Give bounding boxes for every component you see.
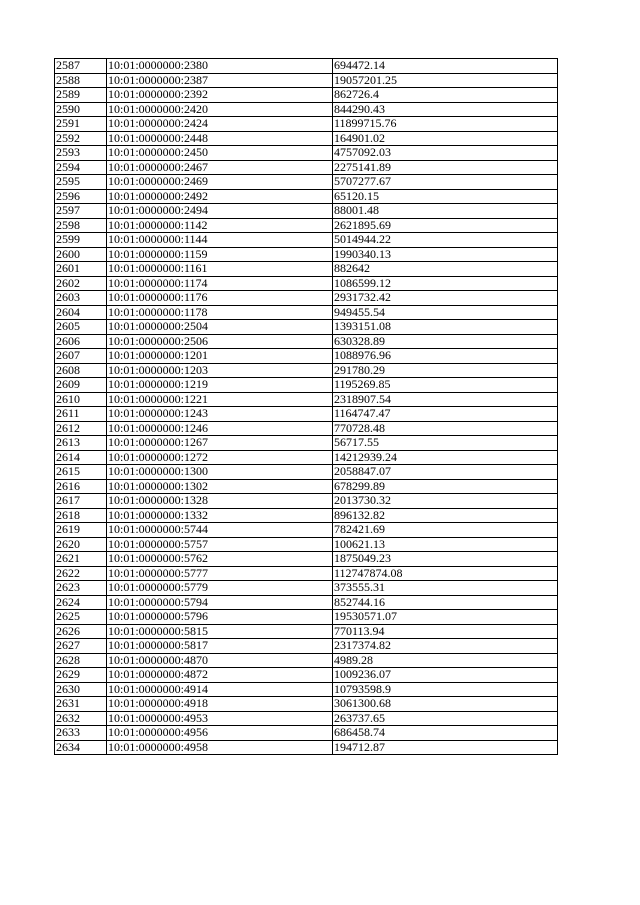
table-row <box>55 117 558 132</box>
table-row <box>55 88 558 103</box>
table-row <box>55 653 558 668</box>
row-number-cell: 2620 <box>55 537 107 552</box>
table-row <box>55 59 558 74</box>
table-row <box>55 291 558 306</box>
cadastral-number-cell: 10:01:0000000:5794 <box>107 595 333 610</box>
table-row <box>55 276 558 291</box>
value-cell: 770728.48 <box>333 421 558 436</box>
value-cell: 882642 <box>333 262 558 277</box>
value-cell: 164901.02 <box>333 131 558 146</box>
cadastral-number-cell: 10:01:0000000:1178 <box>107 305 333 320</box>
table-row <box>55 711 558 726</box>
value-cell: 1393151.08 <box>333 320 558 335</box>
row-number-cell: 2588 <box>55 73 107 88</box>
row-number-cell: 2604 <box>55 305 107 320</box>
row-number-cell: 2587 <box>55 59 107 74</box>
value-cell: 844290.43 <box>333 102 558 117</box>
table-row <box>55 566 558 581</box>
row-number-cell: 2599 <box>55 233 107 248</box>
cadastral-number-cell: 10:01:0000000:2492 <box>107 189 333 204</box>
cadastral-number-cell: 10:01:0000000:2380 <box>107 59 333 74</box>
row-number-cell: 2614 <box>55 450 107 465</box>
value-cell: 11899715.76 <box>333 117 558 132</box>
value-cell: 373555.31 <box>333 581 558 596</box>
cadastral-number-cell: 10:01:0000000:1221 <box>107 392 333 407</box>
row-number-cell: 2602 <box>55 276 107 291</box>
value-cell: 19530571.07 <box>333 610 558 625</box>
cadastral-number-cell: 10:01:0000000:1201 <box>107 349 333 364</box>
cadastral-number-cell: 10:01:0000000:4956 <box>107 726 333 741</box>
cadastral-number-cell: 10:01:0000000:4953 <box>107 711 333 726</box>
table-row <box>55 146 558 161</box>
row-number-cell: 2603 <box>55 291 107 306</box>
cadastral-number-cell: 10:01:0000000:5796 <box>107 610 333 625</box>
cadastral-number-cell: 10:01:0000000:2467 <box>107 160 333 175</box>
value-cell: 263737.65 <box>333 711 558 726</box>
row-number-cell: 2612 <box>55 421 107 436</box>
row-number-cell: 2592 <box>55 131 107 146</box>
cadastral-number-cell: 10:01:0000000:1272 <box>107 450 333 465</box>
value-cell: 1088976.96 <box>333 349 558 364</box>
cadastral-number-cell: 10:01:0000000:4872 <box>107 668 333 683</box>
value-cell: 686458.74 <box>333 726 558 741</box>
value-cell: 5707277.67 <box>333 175 558 190</box>
table-row <box>55 639 558 654</box>
table-row <box>55 73 558 88</box>
cadastral-number-cell: 10:01:0000000:2506 <box>107 334 333 349</box>
value-cell: 1990340.13 <box>333 247 558 262</box>
table-row <box>55 262 558 277</box>
cadastral-number-cell: 10:01:0000000:5779 <box>107 581 333 596</box>
row-number-cell: 2617 <box>55 494 107 509</box>
cadastral-number-cell: 10:01:0000000:2420 <box>107 102 333 117</box>
table-row <box>55 320 558 335</box>
row-number-cell: 2630 <box>55 682 107 697</box>
table-row <box>55 218 558 233</box>
cadastral-number-cell: 10:01:0000000:4870 <box>107 653 333 668</box>
value-cell: 14212939.24 <box>333 450 558 465</box>
cadastral-number-cell: 10:01:0000000:2448 <box>107 131 333 146</box>
row-number-cell: 2608 <box>55 363 107 378</box>
cadastral-number-cell: 10:01:0000000:2387 <box>107 73 333 88</box>
row-number-cell: 2609 <box>55 378 107 393</box>
value-cell: 2013730.32 <box>333 494 558 509</box>
row-number-cell: 2591 <box>55 117 107 132</box>
cadastral-number-cell: 10:01:0000000:1302 <box>107 479 333 494</box>
value-cell: 1086599.12 <box>333 276 558 291</box>
value-cell: 19057201.25 <box>333 73 558 88</box>
cadastral-number-cell: 10:01:0000000:1176 <box>107 291 333 306</box>
table-row <box>55 610 558 625</box>
value-cell: 1164747.47 <box>333 407 558 422</box>
table-row <box>55 479 558 494</box>
table-row <box>55 450 558 465</box>
table-row <box>55 581 558 596</box>
row-number-cell: 2625 <box>55 610 107 625</box>
cadastral-number-cell: 10:01:0000000:1328 <box>107 494 333 509</box>
value-cell: 100621.13 <box>333 537 558 552</box>
row-number-cell: 2622 <box>55 566 107 581</box>
row-number-cell: 2601 <box>55 262 107 277</box>
row-number-cell: 2624 <box>55 595 107 610</box>
cadastral-number-cell: 10:01:0000000:1267 <box>107 436 333 451</box>
value-cell: 5014944.22 <box>333 233 558 248</box>
cadastral-number-cell: 10:01:0000000:1144 <box>107 233 333 248</box>
value-cell: 194712.87 <box>333 740 558 755</box>
table-row <box>55 233 558 248</box>
cadastral-number-cell: 10:01:0000000:5777 <box>107 566 333 581</box>
row-number-cell: 2595 <box>55 175 107 190</box>
row-number-cell: 2619 <box>55 523 107 538</box>
row-number-cell: 2629 <box>55 668 107 683</box>
cadastral-number-cell: 10:01:0000000:4914 <box>107 682 333 697</box>
row-number-cell: 2606 <box>55 334 107 349</box>
row-number-cell: 2610 <box>55 392 107 407</box>
row-number-cell: 2605 <box>55 320 107 335</box>
value-cell: 782421.69 <box>333 523 558 538</box>
table-row <box>55 175 558 190</box>
value-cell: 1875049.23 <box>333 552 558 567</box>
cadastral-number-cell: 10:01:0000000:4958 <box>107 740 333 755</box>
cadastral-number-cell: 10:01:0000000:5817 <box>107 639 333 654</box>
cadastral-number-cell: 10:01:0000000:1246 <box>107 421 333 436</box>
value-cell: 10793598.9 <box>333 682 558 697</box>
cadastral-number-cell: 10:01:0000000:2424 <box>107 117 333 132</box>
table-row <box>55 552 558 567</box>
row-number-cell: 2613 <box>55 436 107 451</box>
table-row <box>55 102 558 117</box>
table-row <box>55 204 558 219</box>
row-number-cell: 2632 <box>55 711 107 726</box>
table-row <box>55 189 558 204</box>
table-row <box>55 537 558 552</box>
value-cell: 630328.89 <box>333 334 558 349</box>
table-row <box>55 595 558 610</box>
row-number-cell: 2618 <box>55 508 107 523</box>
table-row <box>55 378 558 393</box>
table-row <box>55 247 558 262</box>
row-number-cell: 2600 <box>55 247 107 262</box>
value-cell: 88001.48 <box>333 204 558 219</box>
cadastral-number-cell: 10:01:0000000:2450 <box>107 146 333 161</box>
table-row <box>55 392 558 407</box>
table-row <box>55 334 558 349</box>
value-cell: 4989.28 <box>333 653 558 668</box>
value-cell: 2621895.69 <box>333 218 558 233</box>
value-cell: 770113.94 <box>333 624 558 639</box>
cadastral-number-cell: 10:01:0000000:2469 <box>107 175 333 190</box>
value-cell: 56717.55 <box>333 436 558 451</box>
value-cell: 2317374.82 <box>333 639 558 654</box>
row-number-cell: 2623 <box>55 581 107 596</box>
cadastral-number-cell: 10:01:0000000:5762 <box>107 552 333 567</box>
row-number-cell: 2589 <box>55 88 107 103</box>
cadastral-number-cell: 10:01:0000000:5815 <box>107 624 333 639</box>
row-number-cell: 2611 <box>55 407 107 422</box>
cadastral-number-cell: 10:01:0000000:4918 <box>107 697 333 712</box>
table-row <box>55 305 558 320</box>
cadastral-number-cell: 10:01:0000000:2494 <box>107 204 333 219</box>
table-row <box>55 363 558 378</box>
cadastral-number-cell: 10:01:0000000:1219 <box>107 378 333 393</box>
row-number-cell: 2598 <box>55 218 107 233</box>
value-cell: 65120.15 <box>333 189 558 204</box>
value-cell: 4757092.03 <box>333 146 558 161</box>
value-cell: 896132.82 <box>333 508 558 523</box>
cadastral-number-cell: 10:01:0000000:2392 <box>107 88 333 103</box>
value-cell: 2275141.89 <box>333 160 558 175</box>
value-cell: 2318907.54 <box>333 392 558 407</box>
value-cell: 2058847.07 <box>333 465 558 480</box>
cadastral-number-cell: 10:01:0000000:5757 <box>107 537 333 552</box>
cadastral-number-cell: 10:01:0000000:1332 <box>107 508 333 523</box>
row-number-cell: 2631 <box>55 697 107 712</box>
cadastral-number-cell: 10:01:0000000:1142 <box>107 218 333 233</box>
row-number-cell: 2633 <box>55 726 107 741</box>
cadastral-number-cell: 10:01:0000000:1300 <box>107 465 333 480</box>
table-row <box>55 494 558 509</box>
cadastral-number-cell: 10:01:0000000:1203 <box>107 363 333 378</box>
table-row <box>55 349 558 364</box>
value-cell: 694472.14 <box>333 59 558 74</box>
table-body <box>55 59 558 755</box>
row-number-cell: 2596 <box>55 189 107 204</box>
table-row <box>55 697 558 712</box>
table-row <box>55 465 558 480</box>
row-number-cell: 2616 <box>55 479 107 494</box>
value-cell: 1009236.07 <box>333 668 558 683</box>
value-cell: 852744.16 <box>333 595 558 610</box>
table-row <box>55 421 558 436</box>
table-row <box>55 624 558 639</box>
row-number-cell: 2627 <box>55 639 107 654</box>
value-cell: 678299.89 <box>333 479 558 494</box>
cadastral-number-cell: 10:01:0000000:5744 <box>107 523 333 538</box>
table-row <box>55 508 558 523</box>
value-cell: 949455.54 <box>333 305 558 320</box>
row-number-cell: 2621 <box>55 552 107 567</box>
row-number-cell: 2628 <box>55 653 107 668</box>
row-number-cell: 2597 <box>55 204 107 219</box>
cadastral-number-cell: 10:01:0000000:1159 <box>107 247 333 262</box>
value-cell: 3061300.68 <box>333 697 558 712</box>
value-cell: 291780.29 <box>333 363 558 378</box>
row-number-cell: 2607 <box>55 349 107 364</box>
cadastral-number-cell: 10:01:0000000:1243 <box>107 407 333 422</box>
value-cell: 1195269.85 <box>333 378 558 393</box>
value-cell: 2931732.42 <box>333 291 558 306</box>
value-cell: 112747874.08 <box>333 566 558 581</box>
row-number-cell: 2634 <box>55 740 107 755</box>
value-cell: 862726.4 <box>333 88 558 103</box>
cadastral-number-cell: 10:01:0000000:1161 <box>107 262 333 277</box>
row-number-cell: 2615 <box>55 465 107 480</box>
row-number-cell: 2594 <box>55 160 107 175</box>
table-row <box>55 407 558 422</box>
row-number-cell: 2593 <box>55 146 107 161</box>
cadastral-number-cell: 10:01:0000000:1174 <box>107 276 333 291</box>
table-row <box>55 160 558 175</box>
table-row <box>55 523 558 538</box>
cadastral-number-cell: 10:01:0000000:2504 <box>107 320 333 335</box>
row-number-cell: 2590 <box>55 102 107 117</box>
table-row <box>55 668 558 683</box>
table-row <box>55 682 558 697</box>
table-row <box>55 740 558 755</box>
data-table <box>54 58 558 755</box>
table-row <box>55 436 558 451</box>
table-row <box>55 131 558 146</box>
table-row <box>55 726 558 741</box>
row-number-cell: 2626 <box>55 624 107 639</box>
